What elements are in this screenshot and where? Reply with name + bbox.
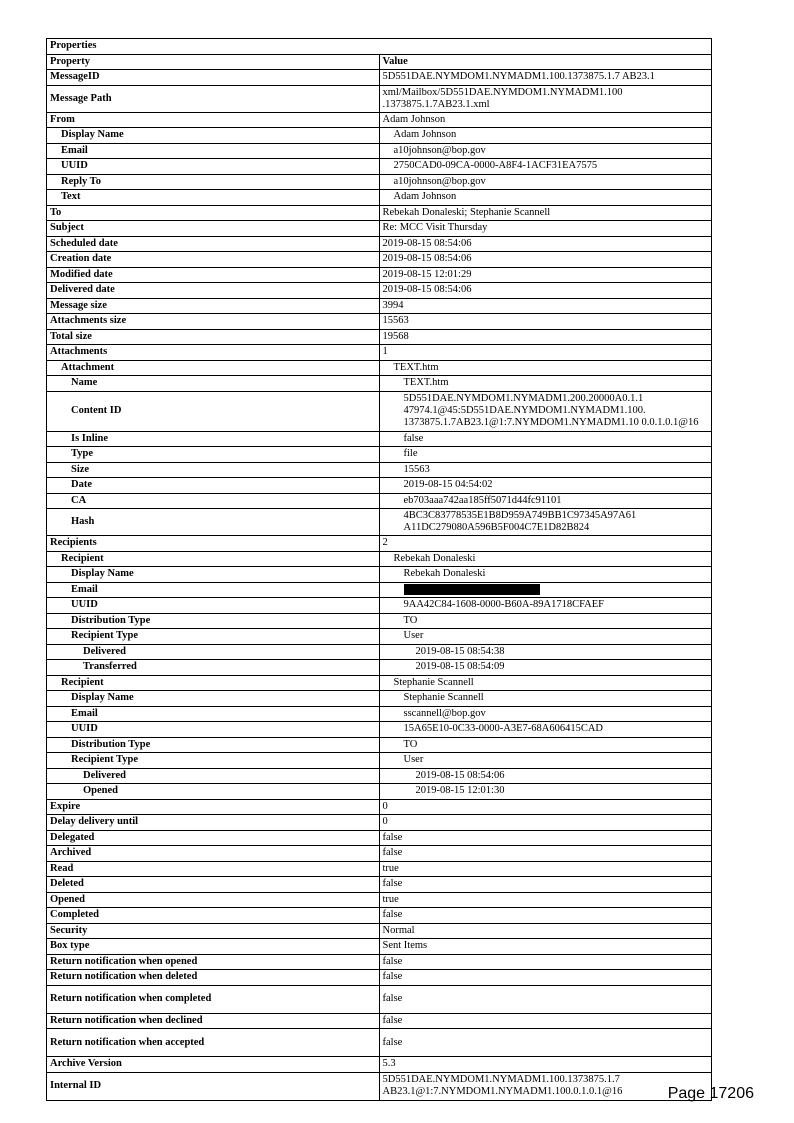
property-value: false (379, 846, 712, 862)
property-value: 19568 (379, 329, 712, 345)
table-row (47, 613, 712, 629)
property-name: Email (47, 143, 380, 159)
property-value: true (379, 892, 712, 908)
property-value: 9AA42C84-1608-0000-B60A-89A1718CFAEF (379, 598, 712, 614)
table-row (47, 551, 712, 567)
table-row (47, 128, 712, 144)
property-name: Box type (47, 939, 380, 955)
table-title-row (47, 39, 712, 55)
property-value: 5D551DAE.NYMDOM1.NYMADM1.200.20000A0.1.1 47974.1@45:5D551DAE.NYMDOM1.NYMADM1.100. 1373875.1.7AB23.1@1:7.NYMDOM1.NYMADM1.10 0.0.1.0.1@16 (379, 391, 712, 431)
property-value: 2019-08-15 12:01:29 (379, 267, 712, 283)
table-row (47, 737, 712, 753)
table-row (47, 298, 712, 314)
property-name: Modified date (47, 267, 380, 283)
property-name: UUID (47, 722, 380, 738)
property-name: Creation date (47, 252, 380, 268)
property-value: Re: MCC Visit Thursday (379, 221, 712, 237)
property-value: 15563 (379, 462, 712, 478)
table-row (47, 360, 712, 376)
property-name: Recipient Type (47, 753, 380, 769)
table-row (47, 478, 712, 494)
property-name: Is Inline (47, 431, 380, 447)
property-name: Return notification when deleted (47, 970, 380, 986)
column-header-property: Property (47, 54, 380, 70)
property-name: Delegated (47, 830, 380, 846)
property-name: To (47, 205, 380, 221)
table-row (47, 493, 712, 509)
property-value: false (379, 1029, 712, 1057)
property-name: Delivered (47, 644, 380, 660)
table-row (47, 143, 712, 159)
table-row (47, 314, 712, 330)
property-name: Deleted (47, 877, 380, 893)
property-value: 5D551DAE.NYMDOM1.NYMADM1.100.1373875.1.7 AB23.1 (379, 70, 712, 86)
table-row (47, 675, 712, 691)
redaction-block (404, 584, 540, 595)
property-value: 0 (379, 815, 712, 831)
property-name: Opened (47, 892, 380, 908)
property-name: Message Path (47, 85, 380, 112)
page-number: Page 17206 (667, 1085, 754, 1102)
property-name: Distribution Type (47, 737, 380, 753)
property-name: Return notification when accepted (47, 1029, 380, 1057)
property-name: CA (47, 493, 380, 509)
table-row (47, 70, 712, 86)
property-value: false (379, 1013, 712, 1029)
property-value: 15563 (379, 314, 712, 330)
table-row (47, 329, 712, 345)
property-name: UUID (47, 159, 380, 175)
property-value: TO (379, 613, 712, 629)
property-value: TO (379, 737, 712, 753)
table-row (47, 1013, 712, 1029)
table-row (47, 815, 712, 831)
property-value: 2750CAD0-09CA-0000-A8F4-1ACF31EA7575 (379, 159, 712, 175)
property-value: 1 (379, 345, 712, 361)
property-name: Read (47, 861, 380, 877)
property-value: 5.3 (379, 1057, 712, 1073)
property-name: Recipient (47, 675, 380, 691)
property-name: Security (47, 923, 380, 939)
property-value: 2019-08-15 08:54:06 (379, 252, 712, 268)
property-value: 2019-08-15 08:54:06 (379, 768, 712, 784)
table-row (47, 598, 712, 614)
property-value: true (379, 861, 712, 877)
table-row (47, 954, 712, 970)
table-row (47, 970, 712, 986)
property-name: Email (47, 582, 380, 598)
table-row (47, 462, 712, 478)
property-value: Normal (379, 923, 712, 939)
property-value: 2019-08-15 12:01:30 (379, 784, 712, 800)
table-row (47, 939, 712, 955)
table-row (47, 582, 712, 598)
property-name: Email (47, 706, 380, 722)
property-name: Recipient Type (47, 629, 380, 645)
table-row (47, 706, 712, 722)
property-value: a10johnson@bop.gov (379, 174, 712, 190)
property-value: 2019-08-15 08:54:38 (379, 644, 712, 660)
property-name: Expire (47, 799, 380, 815)
property-name: Archive Version (47, 1057, 380, 1073)
table-row (47, 1057, 712, 1073)
property-name: Distribution Type (47, 613, 380, 629)
property-name: Return notification when opened (47, 954, 380, 970)
table-row (47, 431, 712, 447)
property-name: Display Name (47, 691, 380, 707)
table-row (47, 722, 712, 738)
property-value: Sent Items (379, 939, 712, 955)
property-name: Recipients (47, 536, 380, 552)
property-value: User (379, 629, 712, 645)
table-row (47, 923, 712, 939)
property-value: 2019-08-15 08:54:09 (379, 660, 712, 676)
property-value: false (379, 431, 712, 447)
property-value: false (379, 985, 712, 1013)
property-name: Attachment (47, 360, 380, 376)
property-name: Internal ID (47, 1072, 380, 1100)
property-name: Reply To (47, 174, 380, 190)
property-name: Size (47, 462, 380, 478)
table-row (47, 784, 712, 800)
property-name: Delivered (47, 768, 380, 784)
property-value: 2019-08-15 08:54:06 (379, 283, 712, 299)
property-name: Hash (47, 509, 380, 536)
properties-table (46, 38, 712, 1101)
property-name: From (47, 112, 380, 128)
property-name: Name (47, 376, 380, 392)
table-row (47, 691, 712, 707)
property-value: 2019-08-15 04:54:02 (379, 478, 712, 494)
table-row (47, 190, 712, 206)
property-name: Display Name (47, 128, 380, 144)
property-value: Stephanie Scannell (379, 691, 712, 707)
table-row (47, 629, 712, 645)
column-header-row (47, 54, 712, 70)
property-value: Stephanie Scannell (379, 675, 712, 691)
table-row (47, 174, 712, 190)
property-value: false (379, 877, 712, 893)
property-value (379, 582, 712, 598)
property-value: 2019-08-15 08:54:06 (379, 236, 712, 252)
table-row (47, 799, 712, 815)
property-value: TEXT.htm (379, 360, 712, 376)
property-name: Opened (47, 784, 380, 800)
table-row (47, 85, 712, 112)
table-row (47, 236, 712, 252)
property-name: Date (47, 478, 380, 494)
property-name: Completed (47, 908, 380, 924)
property-name: Type (47, 447, 380, 463)
property-value: 5D551DAE.NYMDOM1.NYMADM1.100.1373875.1.7 AB23.1@1:7.NYMDOM1.NYMADM1.100.0.1.0.1@16 (379, 1072, 712, 1100)
property-value: Adam Johnson (379, 128, 712, 144)
property-name: Subject (47, 221, 380, 237)
table-row (47, 1029, 712, 1057)
table-row (47, 567, 712, 583)
property-value: 15A65E10-0C33-0000-A3E7-68A606415CAD (379, 722, 712, 738)
property-name: UUID (47, 598, 380, 614)
table-row (47, 753, 712, 769)
property-name: MessageID (47, 70, 380, 86)
column-header-value: Value (379, 54, 712, 70)
table-row (47, 221, 712, 237)
table-title: Properties (47, 39, 712, 55)
property-value: a10johnson@bop.gov (379, 143, 712, 159)
table-row (47, 252, 712, 268)
table-row (47, 1072, 712, 1100)
property-name: Return notification when completed (47, 985, 380, 1013)
property-value: Rebekah Donaleski (379, 567, 712, 583)
property-value: User (379, 753, 712, 769)
property-value: file (379, 447, 712, 463)
property-name: Message size (47, 298, 380, 314)
table-row (47, 846, 712, 862)
property-name: Scheduled date (47, 236, 380, 252)
table-row (47, 985, 712, 1013)
property-value: Adam Johnson (379, 112, 712, 128)
table-row (47, 536, 712, 552)
table-row (47, 660, 712, 676)
property-name: Attachments size (47, 314, 380, 330)
table-row (47, 159, 712, 175)
property-value: 3994 (379, 298, 712, 314)
property-name: Text (47, 190, 380, 206)
property-value: TEXT.htm (379, 376, 712, 392)
table-row (47, 391, 712, 431)
property-name: Total size (47, 329, 380, 345)
table-row (47, 376, 712, 392)
property-name: Delivered date (47, 283, 380, 299)
property-name: Recipient (47, 551, 380, 567)
property-name: Delay delivery until (47, 815, 380, 831)
property-value: Adam Johnson (379, 190, 712, 206)
property-value: Rebekah Donaleski; Stephanie Scannell (379, 205, 712, 221)
property-value: sscannell@bop.gov (379, 706, 712, 722)
property-value: 0 (379, 799, 712, 815)
table-row (47, 345, 712, 361)
table-row (47, 112, 712, 128)
property-value: eb703aaa742aa185ff5071d44fc91101 (379, 493, 712, 509)
table-row (47, 830, 712, 846)
property-value: false (379, 970, 712, 986)
property-name: Display Name (47, 567, 380, 583)
property-value: 2 (379, 536, 712, 552)
property-value: false (379, 908, 712, 924)
table-row (47, 861, 712, 877)
property-value: false (379, 954, 712, 970)
property-value: Rebekah Donaleski (379, 551, 712, 567)
table-row (47, 768, 712, 784)
property-name: Archived (47, 846, 380, 862)
table-row (47, 283, 712, 299)
property-name: Return notification when declined (47, 1013, 380, 1029)
table-row (47, 892, 712, 908)
table-row (47, 509, 712, 536)
table-row (47, 877, 712, 893)
table-row (47, 644, 712, 660)
property-value: xml/Mailbox/5D551DAE.NYMDOM1.NYMADM1.100 .1373875.1.7AB23.1.xml (379, 85, 712, 112)
table-row (47, 908, 712, 924)
property-value: 4BC3C83778535E1B8D959A749BB1C97345A97A61 A11DC279080A596B5F004C7E1D82B824 (379, 509, 712, 536)
property-name: Content ID (47, 391, 380, 431)
table-row (47, 447, 712, 463)
property-name: Attachments (47, 345, 380, 361)
property-value: false (379, 830, 712, 846)
table-row (47, 205, 712, 221)
property-name: Transferred (47, 660, 380, 676)
table-row (47, 267, 712, 283)
